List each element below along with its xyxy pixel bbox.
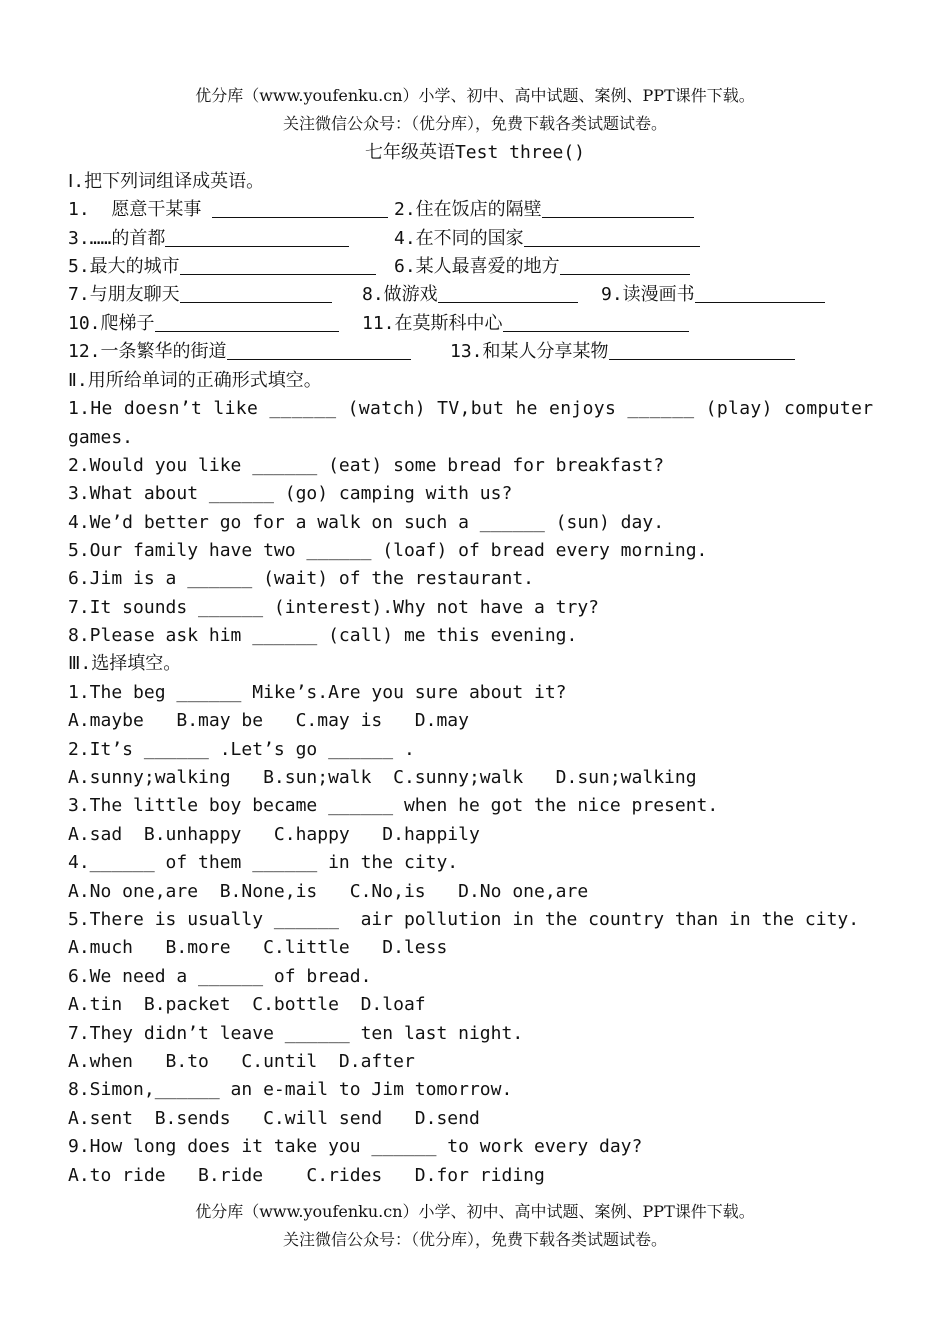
section-1-row-4: [68, 283, 888, 307]
choice-options-6: A.tin B.packet C.bottle D.loaf: [68, 994, 426, 1015]
phrase-item-9: 9.读漫画书: [601, 284, 695, 305]
section-3-heading: Ⅲ.选择填空。: [68, 653, 182, 674]
section-1-heading: Ⅰ.把下列词组译成英语。: [68, 171, 265, 192]
fill-blank-question-3: 3.What about ______ (go) camping with us?: [68, 483, 513, 504]
choice-question-7: 7.They didn’t leave ______ ten last night.: [68, 1023, 524, 1044]
answer-blank[interactable]: [438, 284, 578, 303]
page-title: 七年级英语Test three(): [364, 142, 586, 163]
phrase-item-12: 12.一条繁华的街道: [68, 341, 227, 362]
choice-question-4: 4.______ of them ______ in the city.: [68, 852, 459, 873]
choice-question-1: 1.The beg ______ Mike’s.Are you sure about it?: [68, 682, 567, 703]
fill-blank-question-6: 6.Jim is a ______ (wait) of the restaurant.: [68, 568, 534, 589]
choice-options-4: A.No one,are B.None,is C.No,is D.No one,are: [68, 881, 589, 902]
fill-blank-question-2: 2.Would you like ______ (eat) some bread for breakfast?: [68, 455, 665, 476]
fill-blank-question-1: 1.He doesn’t like ______ (watch) TV,but he enjoys ______ (play) computer: [68, 398, 874, 419]
choice-options-8: A.sent B.sends C.will send D.send: [68, 1108, 480, 1129]
choice-options-3: A.sad B.unhappy C.happy D.happily: [68, 824, 480, 845]
phrase-item-3: 3.……的首都: [68, 228, 166, 249]
answer-blank[interactable]: [542, 199, 694, 218]
phrase-item-1: 1. 愿意干某事: [68, 199, 202, 220]
choice-options-5: A.much B.more C.little D.less: [68, 937, 448, 958]
section-1-row-3: [68, 255, 888, 279]
answer-blank[interactable]: [503, 313, 689, 332]
answer-blank[interactable]: [165, 228, 349, 247]
phrase-item-2: 2.住在饭店的隔壁: [394, 199, 542, 220]
footer-line-1: 优分库（www.youfenku.cn）小学、初中、高中试题、案例、PPT课件下载。: [195, 1202, 755, 1221]
answer-blank[interactable]: [524, 228, 700, 247]
choice-question-6: 6.We need a ______ of bread.: [68, 966, 372, 987]
fill-blank-question-5: 5.Our family have two ______ (loaf) of bread every morning.: [68, 540, 708, 561]
answer-blank[interactable]: [227, 341, 411, 360]
choice-question-5: 5.There is usually ______ air pollution in the country than in the city.: [68, 909, 860, 930]
fill-blank-question-7: 7.It sounds ______ (interest).Why not have a try?: [68, 597, 600, 618]
phrase-item-13: 13.和某人分享某物: [450, 341, 609, 362]
phrase-item-5: 5.最大的城市: [68, 256, 180, 277]
choice-question-8: 8.Simon,______ an e-mail to Jim tomorrow.: [68, 1079, 513, 1100]
section-1-row-1: [68, 198, 888, 222]
choice-question-2: 2.It’s ______ .Let’s go ______ .: [68, 739, 415, 760]
choice-options-2: A.sunny;walking B.sun;walk C.sunny;walk D.sun;walking: [68, 767, 697, 788]
section-1-row-2: [68, 227, 888, 251]
phrase-item-6: 6.某人最喜爱的地方: [394, 256, 560, 277]
answer-blank[interactable]: [155, 313, 339, 332]
phrase-item-7: 7.与朋友聊天: [68, 284, 180, 305]
section-1-row-6: [68, 340, 888, 364]
choice-question-9: 9.How long does it take you ______ to work every day?: [68, 1136, 643, 1157]
answer-blank[interactable]: [695, 284, 825, 303]
fill-blank-question-4: 4.We’d better go for a walk on such a ______ (sun) day.: [68, 512, 665, 533]
section-2-heading: Ⅱ.用所给单词的正确形式填空。: [68, 370, 322, 391]
choice-options-7: A.when B.to C.until D.after: [68, 1051, 415, 1072]
answer-blank[interactable]: [180, 284, 332, 303]
footer-line-2: 关注微信公众号：（优分库），免费下载各类试题试卷。: [282, 1230, 667, 1249]
phrase-item-11: 11.在莫斯科中心: [362, 313, 503, 334]
section-1-row-5: [68, 312, 888, 336]
phrase-item-4: 4.在不同的国家: [394, 228, 524, 249]
header-line-1: 优分库（www.youfenku.cn）小学、初中、高中试题、案例、PPT课件下载。: [195, 86, 755, 105]
answer-blank[interactable]: [609, 341, 795, 360]
choice-question-3: 3.The little boy became ______ when he got the nice present.: [68, 795, 719, 816]
phrase-item-8: 8.做游戏: [362, 284, 438, 305]
header-line-2: 关注微信公众号：（优分库），免费下载各类试题试卷。: [282, 114, 667, 133]
fill-blank-question-1-cont: games.: [68, 427, 134, 448]
choice-options-1: A.maybe B.may be C.may is D.may: [68, 710, 469, 731]
fill-blank-question-8: 8.Please ask him ______ (call) me this evening.: [68, 625, 578, 646]
answer-blank[interactable]: [180, 256, 376, 275]
phrase-item-10: 10.爬梯子: [68, 313, 155, 334]
answer-blank[interactable]: [212, 199, 388, 218]
answer-blank[interactable]: [560, 256, 690, 275]
choice-options-9: A.to ride B.ride C.rides D.for riding: [68, 1165, 545, 1186]
